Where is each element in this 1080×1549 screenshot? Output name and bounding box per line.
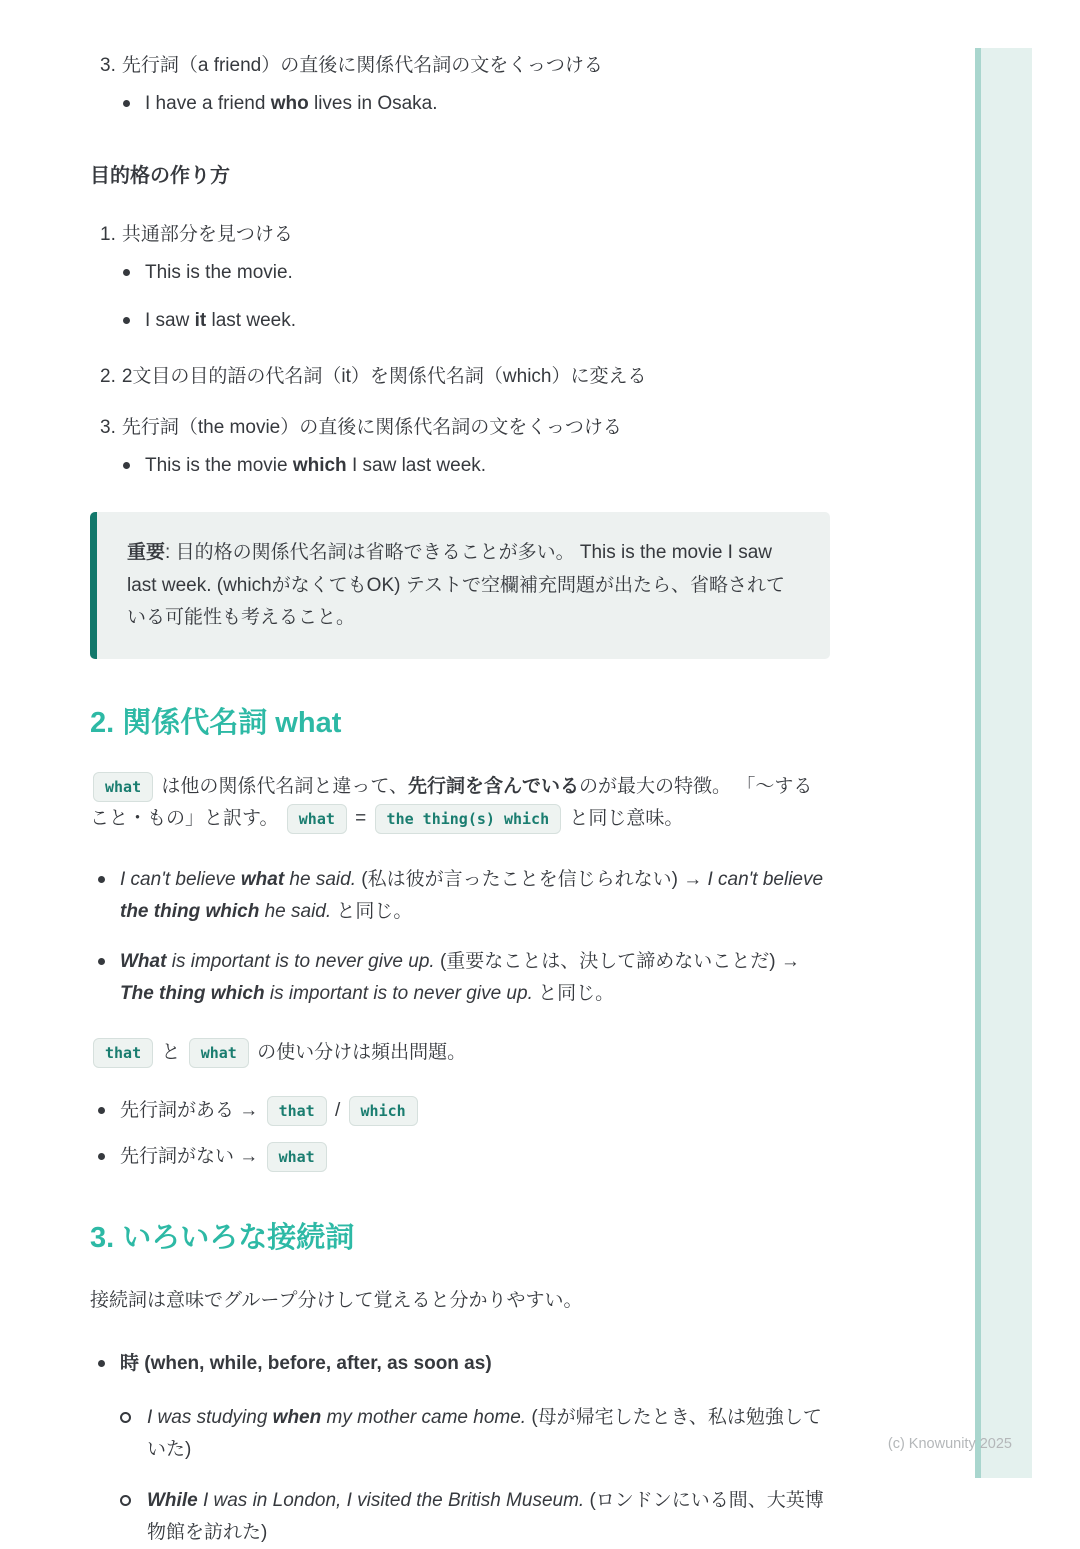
bullet-icon — [123, 317, 130, 324]
circle-bullet-icon — [120, 1412, 131, 1423]
page-edge-strip — [975, 48, 1032, 1478]
example-sentence: I was studying when my mother came home. (母が帰宅したとき、私は勉強していた) — [147, 1402, 830, 1467]
example-sentence: I saw it last week. — [145, 305, 830, 337]
inline-code-chip: that — [267, 1096, 327, 1126]
numbered-item — [90, 50, 830, 82]
bullet-icon — [123, 269, 130, 276]
section-heading-what: 2. 関係代名詞 what — [90, 705, 830, 743]
bullet-item — [90, 305, 830, 337]
rule-line: 先行詞がある → that / which — [120, 1095, 830, 1127]
bullet-icon — [98, 958, 105, 965]
numbered-item — [90, 361, 830, 393]
inline-code-chip: which — [349, 1096, 418, 1126]
example-sentence: This is the movie. — [145, 257, 830, 289]
list-number: 1. — [100, 219, 116, 251]
inline-code-chip: what — [93, 772, 153, 802]
numbered-item-text: 先行詞（a friend）の直後に関係代名詞の文をくっつける — [122, 50, 603, 82]
bullet-item — [90, 88, 830, 120]
example-sentence: What is important is to never give up. (重要なことは、決して諦めないことだ) → The thing which is important is to never give up. と同じ。 — [120, 946, 830, 1011]
bullet-item — [90, 450, 830, 482]
example-sentence: I can't believe what he said. (私は彼が言ったことを信じられない) → I can't believe the thing which he said. と同じ。 — [120, 864, 830, 929]
callout-text: : 目的格の関係代名詞は省略できることが多い。 This is the movie I saw last week. (whichがなくてもOK) テストで空欄補充問題が出たら、省略されている可能性も考えること。 — [127, 542, 785, 628]
numbered-item-text: 共通部分を見つける — [122, 219, 293, 251]
numbered-item-text: 先行詞（the movie）の直後に関係代名詞の文をくっつける — [122, 412, 622, 444]
bullet-item — [90, 1141, 830, 1173]
list-number: 2. — [100, 361, 116, 393]
inline-code-chip: that — [93, 1038, 153, 1068]
conjunction-group-label: 時 (when, while, before, after, as soon as) — [120, 1348, 830, 1380]
paragraph-that-what: that と what の使い分けは頻出問題。 — [90, 1037, 830, 1069]
list-number: 3. — [100, 412, 116, 444]
document-content — [90, 50, 830, 1549]
bullet-item — [90, 1095, 830, 1127]
bullet-icon — [98, 876, 105, 883]
bullet-item — [90, 864, 830, 929]
numbered-item — [90, 412, 830, 444]
paragraph-what: what は他の関係代名詞と違って、先行詞を含んでいるのが最大の特徴。 「〜すること・もの」と訳す。 what = the thing(s) which と同じ意味。 — [90, 771, 830, 836]
bullet-icon — [98, 1107, 105, 1114]
rule-line: 先行詞がない → what — [120, 1141, 830, 1173]
bullet-icon — [98, 1360, 105, 1367]
bullet-icon — [123, 462, 130, 469]
numbered-item-text: 2文目の目的語の代名詞（it）を関係代名詞（which）に変える — [122, 361, 647, 393]
callout-label: 重要 — [127, 542, 165, 563]
bullet-icon — [123, 100, 130, 107]
inline-code-chip: what — [287, 804, 347, 834]
sub-bullet-item — [90, 1485, 830, 1549]
example-sentence: While I was in London, I visited the British Museum. (ロンドンにいる間、大英博物館を訪れた) — [147, 1485, 830, 1549]
bullet-icon — [98, 1153, 105, 1160]
sub-bullet-item — [90, 1402, 830, 1467]
list-number: 3. — [100, 50, 116, 82]
copyright-text: (c) Knowunity 2025 — [0, 1436, 1012, 1452]
section-heading-conjunctions: 3. いろいろな接続詞 — [90, 1220, 830, 1258]
example-sentence: This is the movie which I saw last week. — [145, 450, 830, 482]
inline-code-chip: what — [267, 1142, 327, 1172]
paragraph-conjunctions: 接続詞は意味でグループ分けして覚えると分かりやすい。 — [90, 1285, 830, 1317]
bullet-item — [90, 946, 830, 1011]
bullet-item — [90, 257, 830, 289]
inline-code-chip: what — [189, 1038, 249, 1068]
example-sentence: I have a friend who lives in Osaka. — [145, 88, 830, 120]
inline-code-chip: the thing(s) which — [375, 804, 562, 834]
bullet-item — [90, 1348, 830, 1380]
circle-bullet-icon — [120, 1495, 131, 1506]
important-callout — [90, 512, 830, 659]
subheading-objective-case: 目的格の作り方 — [90, 159, 830, 193]
numbered-item — [90, 219, 830, 251]
